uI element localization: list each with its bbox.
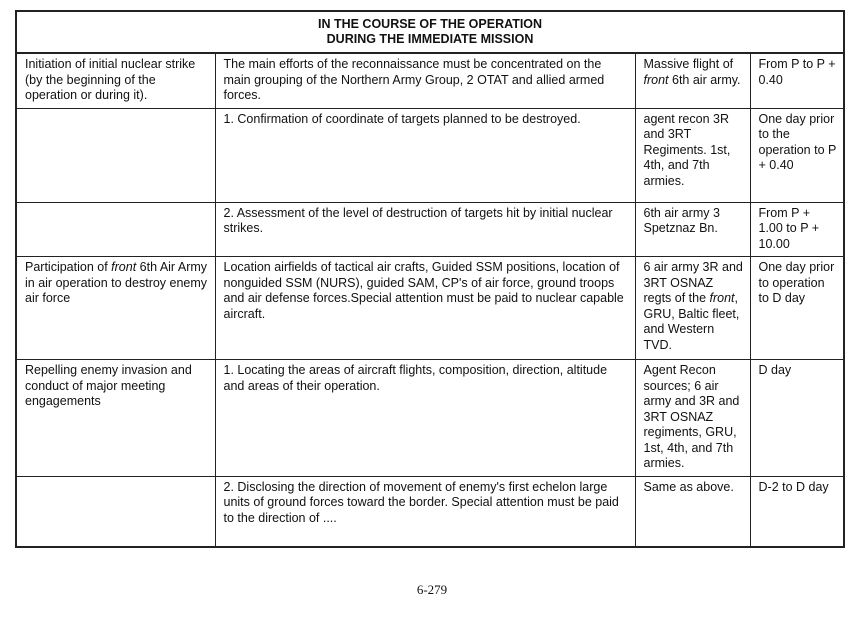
table-row xyxy=(16,108,844,202)
time-cell: One day prior to the operation to P + 0.40 xyxy=(750,108,844,202)
forces-cell xyxy=(635,53,750,108)
table-header xyxy=(16,11,844,53)
table-row xyxy=(16,257,844,360)
task-cell xyxy=(16,108,215,202)
content-cell: The main efforts of the reconnaissance must be concentrated on the main grouping of the Northern Army Group, 2 OTAT and allied armed forces. xyxy=(215,53,635,108)
page-number: 6-279 xyxy=(416,582,448,597)
forces-cell: Agent Recon sources; 6 air army and 3R and 3RT OSNAZ regiments, GRU, 1st, 4th, and 7th armies. xyxy=(635,360,750,477)
header-line-2: DURING THE IMMEDIATE MISSION xyxy=(326,32,534,46)
content-cell: Location airfields of tactical air crafts, Guided SSM positions, location of nonguided SSM (NURS), guided SAM, CP's of air force, ground troops and air defense forces.Special attention must be paid to nuclear capable aircraft. xyxy=(215,257,635,360)
forces-emphasis: front xyxy=(643,72,669,87)
content-cell: 2. Disclosing the direction of movement of enemy's first echelon large units of ground forces toward the border. Special attention must be paid to the direction of .... xyxy=(215,476,635,547)
forces-text: , GRU, Baltic fleet, and Western TVD. xyxy=(643,291,740,352)
table-row xyxy=(16,202,844,257)
forces-text: Massive flight of xyxy=(643,57,734,71)
time-cell: One day prior to operation to D day xyxy=(750,257,844,360)
table-row xyxy=(16,360,844,477)
header-line-1: IN THE COURSE OF THE OPERATION xyxy=(317,17,543,31)
forces-text: 6 air army 3R and 3RT OSNAZ regts of the xyxy=(643,260,743,305)
content-cell: 1. Locating the areas of aircraft flights, composition, direction, altitude and areas of their operation. xyxy=(215,360,635,477)
task-text: Participation of xyxy=(25,260,112,274)
task-cell xyxy=(16,257,215,360)
task-cell: Repelling enemy invasion and conduct of major meeting engagements xyxy=(16,360,215,477)
operations-table xyxy=(15,10,845,548)
task-emphasis: front xyxy=(111,260,137,274)
table-row xyxy=(16,476,844,547)
time-cell: D-2 to D day xyxy=(750,476,844,547)
table-header-row xyxy=(16,11,844,53)
forces-cell: Same as above. xyxy=(635,476,750,547)
task-cell xyxy=(16,202,215,257)
forces-emphasis: front xyxy=(709,291,735,305)
task-text: 6th Air Army in air operation to destroy enemy air force xyxy=(25,260,208,305)
task-cell: Initiation of initial nuclear strike (by the beginning of the operation or during it). xyxy=(16,53,215,108)
forces-text: 6th air army. xyxy=(668,72,741,87)
content-cell: 1. Confirmation of coordinate of targets planned to be destroyed. xyxy=(215,108,635,202)
time-cell: From P + 1.00 to P + 10.00 xyxy=(750,202,844,257)
forces-cell xyxy=(635,257,750,360)
time-cell: D day xyxy=(750,360,844,477)
content-cell: 2. Assessment of the level of destruction of targets hit by initial nuclear strikes. xyxy=(215,202,635,257)
forces-cell: agent recon 3R and 3RT Regiments. 1st, 4th, and 7th armies. xyxy=(635,108,750,202)
task-cell xyxy=(16,476,215,547)
time-cell: From P to P + 0.40 xyxy=(750,53,844,108)
table-row xyxy=(16,53,844,108)
forces-cell: 6th air army 3 Spetznaz Bn. xyxy=(635,202,750,257)
